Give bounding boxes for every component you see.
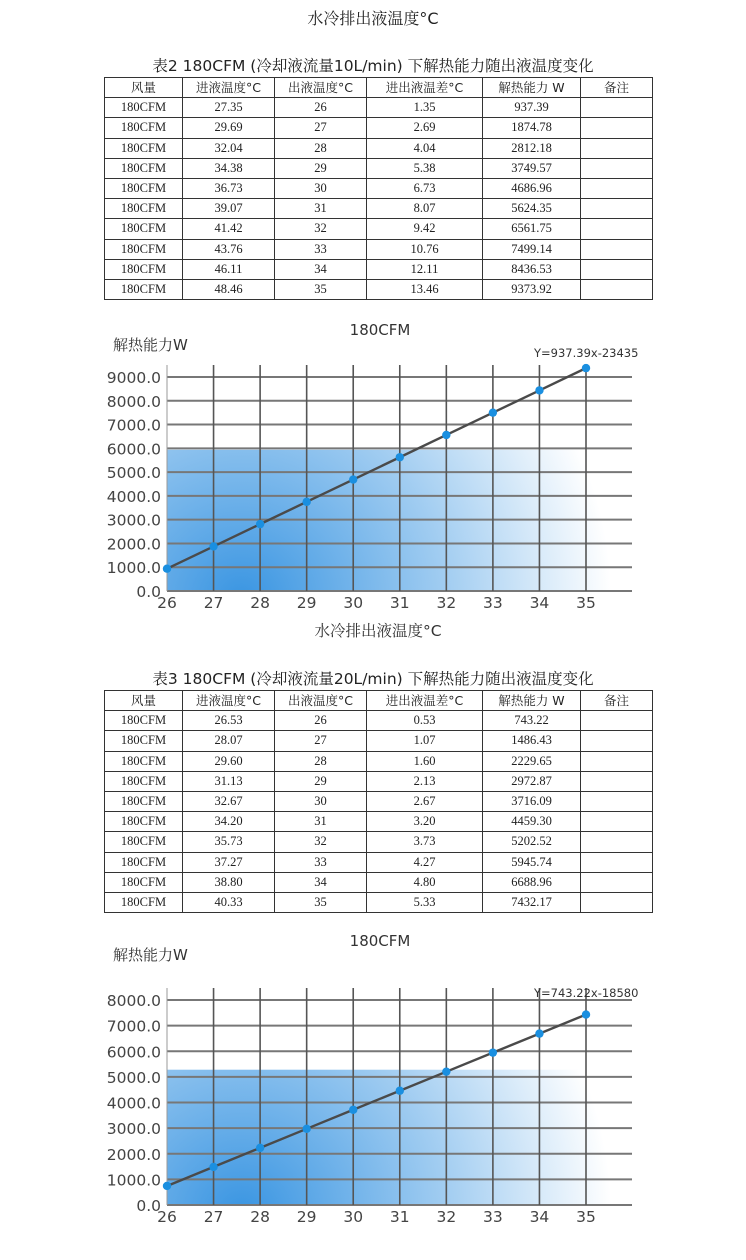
table-cell: 34 [275, 259, 367, 279]
chart-title: 180CFM [349, 932, 411, 950]
x-tick-label: 32 [436, 1208, 457, 1226]
x-tick-label: 27 [203, 1208, 224, 1226]
table-row [105, 711, 653, 731]
table-header-cell: 进液温度°C [183, 691, 275, 711]
table3 [104, 690, 653, 913]
table-cell: 35 [275, 892, 367, 912]
y-tick-label: 3000.0 [106, 511, 161, 530]
table-cell: 35 [275, 279, 367, 299]
table-cell [581, 138, 653, 158]
data-point [302, 498, 310, 506]
table-cell: 39.07 [183, 199, 275, 219]
table-cell [581, 239, 653, 259]
y-tick-label: 7000.0 [106, 1017, 161, 1036]
table-cell: 180CFM [105, 711, 183, 731]
data-point [256, 520, 264, 528]
table-cell [581, 711, 653, 731]
table-cell: 180CFM [105, 751, 183, 771]
table-header-cell: 备注 [581, 78, 653, 98]
table-cell: 1.07 [367, 731, 483, 751]
y-tick-label: 5000.0 [106, 464, 161, 483]
table-cell: 7432.17 [483, 892, 581, 912]
y-tick-label: 4000.0 [106, 487, 161, 506]
table-row [105, 852, 653, 872]
x-tick-label: 31 [389, 1208, 410, 1226]
y-axis-label: 解热能力W [113, 946, 188, 964]
table-cell [581, 118, 653, 138]
data-point [396, 453, 404, 461]
x-tick-label: 30 [343, 594, 364, 612]
table-cell: 2.67 [367, 791, 483, 811]
table-cell: 34.20 [183, 812, 275, 832]
table2 [104, 77, 653, 300]
table-cell: 8436.53 [483, 259, 581, 279]
data-point [535, 386, 543, 394]
table-cell: 180CFM [105, 239, 183, 259]
table-cell [581, 892, 653, 912]
table-cell [581, 852, 653, 872]
table-cell: 180CFM [105, 98, 183, 118]
table-cell: 32.04 [183, 138, 275, 158]
table-cell: 46.11 [183, 259, 275, 279]
data-point [209, 542, 217, 550]
table-cell: 5.38 [367, 158, 483, 178]
table-cell: 2972.87 [483, 771, 581, 791]
table-row [105, 812, 653, 832]
data-point [349, 1106, 357, 1114]
table-cell: 32.67 [183, 791, 275, 811]
table-cell: 743.22 [483, 711, 581, 731]
table-cell [581, 751, 653, 771]
table-cell: 180CFM [105, 892, 183, 912]
x-tick-label: 31 [389, 594, 410, 612]
table-cell: 26 [275, 98, 367, 118]
table-cell: 180CFM [105, 199, 183, 219]
table-cell: 29 [275, 771, 367, 791]
x-tick-label: 34 [529, 1208, 550, 1226]
trendline-equation: Y=743.22x-18580 [534, 986, 639, 1000]
table-cell: 4686.96 [483, 178, 581, 198]
chart2 [0, 930, 746, 1260]
table-cell: 9.42 [367, 219, 483, 239]
table-header-cell: 进液温度°C [183, 78, 275, 98]
table-cell: 28 [275, 751, 367, 771]
x-tick-label: 29 [296, 1208, 317, 1226]
table-cell: 1.60 [367, 751, 483, 771]
table-row [105, 199, 653, 219]
table-cell: 6688.96 [483, 872, 581, 892]
table-cell: 29.60 [183, 751, 275, 771]
table-cell: 180CFM [105, 138, 183, 158]
table2-caption: 表2 180CFM (冷却液流量10L/min) 下解热能力随出液温度变化 [152, 57, 594, 75]
table-cell [581, 178, 653, 198]
table-cell: 30 [275, 791, 367, 811]
table-cell: 8.07 [367, 199, 483, 219]
table-cell: 1874.78 [483, 118, 581, 138]
table-cell: 9373.92 [483, 279, 581, 299]
table-cell [581, 812, 653, 832]
x-tick-label: 33 [483, 594, 503, 612]
y-tick-label: 6000.0 [106, 440, 161, 459]
table-cell: 180CFM [105, 791, 183, 811]
table-cell: 5945.74 [483, 852, 581, 872]
table-cell: 6561.75 [483, 219, 581, 239]
table-cell: 32 [275, 219, 367, 239]
data-point [256, 1144, 264, 1152]
table-cell: 2812.18 [483, 138, 581, 158]
table-cell [581, 791, 653, 811]
table-row [105, 279, 653, 299]
table-cell: 180CFM [105, 771, 183, 791]
table3-caption: 表3 180CFM (冷却液流量20L/min) 下解热能力随出液温度变化 [152, 670, 594, 688]
table-cell: 35.73 [183, 832, 275, 852]
data-point [489, 408, 497, 416]
table-cell: 30 [275, 178, 367, 198]
table-cell: 34 [275, 872, 367, 892]
y-tick-label: 3000.0 [106, 1120, 161, 1139]
table-header-cell: 进出液温差°C [367, 78, 483, 98]
table-cell [581, 832, 653, 852]
table-header-cell: 解热能力 W [483, 691, 581, 711]
table-cell: 41.42 [183, 219, 275, 239]
table-cell [581, 158, 653, 178]
data-point [396, 1087, 404, 1095]
table-cell: 33 [275, 852, 367, 872]
y-axis-label: 解热能力W [113, 336, 188, 354]
table-cell: 0.53 [367, 711, 483, 731]
table-cell: 26 [275, 711, 367, 731]
y-tick-label: 8000.0 [106, 392, 161, 411]
x-tick-label: 27 [203, 594, 224, 612]
table-cell: 4.27 [367, 852, 483, 872]
data-point [442, 1067, 450, 1075]
table-cell: 4.04 [367, 138, 483, 158]
table-cell: 38.80 [183, 872, 275, 892]
table-cell: 40.33 [183, 892, 275, 912]
table-row [105, 259, 653, 279]
table-cell: 10.76 [367, 239, 483, 259]
y-tick-label: 0.0 [136, 583, 161, 601]
table-row [105, 158, 653, 178]
data-point [535, 1029, 543, 1037]
table-cell: 1486.43 [483, 731, 581, 751]
table-cell: 3716.09 [483, 791, 581, 811]
table-cell: 31.13 [183, 771, 275, 791]
table-cell: 180CFM [105, 872, 183, 892]
table-row [105, 219, 653, 239]
data-point [582, 1010, 590, 1018]
table-cell [581, 98, 653, 118]
table-cell: 37.27 [183, 852, 275, 872]
x-tick-label: 28 [250, 1208, 270, 1226]
x-tick-label: 28 [250, 594, 270, 612]
y-tick-label: 2000.0 [106, 1145, 161, 1164]
y-tick-label: 4000.0 [106, 1094, 161, 1113]
table-cell: 4459.30 [483, 812, 581, 832]
table-cell: 34.38 [183, 158, 275, 178]
x-tick-label: 26 [157, 594, 177, 612]
data-point [163, 1182, 171, 1190]
table-cell [581, 731, 653, 751]
table-cell: 180CFM [105, 158, 183, 178]
y-tick-label: 1000.0 [106, 1171, 161, 1190]
y-tick-label: 9000.0 [106, 369, 161, 387]
table-header-cell: 出液温度°C [275, 691, 367, 711]
y-tick-label: 8000.0 [106, 992, 161, 1010]
table-header-cell: 解热能力 W [483, 78, 581, 98]
table-header-row [105, 78, 653, 98]
y-tick-label: 0.0 [136, 1197, 161, 1215]
table-cell: 13.46 [367, 279, 483, 299]
table-row [105, 731, 653, 751]
table-header-cell: 备注 [581, 691, 653, 711]
table-header-cell: 风量 [105, 691, 183, 711]
table-cell: 180CFM [105, 219, 183, 239]
table-row [105, 872, 653, 892]
y-tick-label: 7000.0 [106, 416, 161, 435]
table-cell: 28.07 [183, 731, 275, 751]
data-point [302, 1125, 310, 1133]
table-cell: 29 [275, 158, 367, 178]
table-header-cell: 风量 [105, 78, 183, 98]
table-cell [581, 872, 653, 892]
table-header-row [105, 691, 653, 711]
table-cell: 27 [275, 731, 367, 751]
table-row [105, 178, 653, 198]
data-point [442, 431, 450, 439]
data-point [489, 1048, 497, 1056]
x-tick-label: 30 [343, 1208, 364, 1226]
x-tick-label: 35 [576, 1208, 596, 1226]
table-cell: 2.13 [367, 771, 483, 791]
y-tick-label: 1000.0 [106, 559, 161, 578]
table-cell: 33 [275, 239, 367, 259]
table-cell: 28 [275, 138, 367, 158]
x-tick-label: 33 [483, 1208, 503, 1226]
table-cell: 180CFM [105, 731, 183, 751]
table-cell: 3.20 [367, 812, 483, 832]
x-tick-label: 34 [529, 594, 550, 612]
table-row [105, 832, 653, 852]
table-cell: 180CFM [105, 832, 183, 852]
x-tick-label: 26 [157, 1208, 177, 1226]
table-cell: 4.80 [367, 872, 483, 892]
table-row [105, 239, 653, 259]
table-row [105, 771, 653, 791]
table-row [105, 791, 653, 811]
table-cell: 6.73 [367, 178, 483, 198]
table-cell: 937.39 [483, 98, 581, 118]
table-cell: 43.76 [183, 239, 275, 259]
trendline-equation: Y=937.39x-23435 [534, 346, 639, 360]
table-row [105, 892, 653, 912]
table-cell: 31 [275, 199, 367, 219]
table-cell: 12.11 [367, 259, 483, 279]
table-cell [581, 259, 653, 279]
table-cell: 2229.65 [483, 751, 581, 771]
table-cell: 180CFM [105, 118, 183, 138]
table-cell: 180CFM [105, 812, 183, 832]
page-top-label: 水冷排出液温度°C [307, 9, 439, 28]
table-cell: 31 [275, 812, 367, 832]
x-tick-label: 32 [436, 594, 457, 612]
table-cell: 26.53 [183, 711, 275, 731]
table-cell: 5.33 [367, 892, 483, 912]
data-point [349, 475, 357, 483]
table-cell: 7499.14 [483, 239, 581, 259]
table-cell: 3.73 [367, 832, 483, 852]
table-row [105, 751, 653, 771]
table-cell: 5202.52 [483, 832, 581, 852]
table-cell: 180CFM [105, 178, 183, 198]
table-cell: 2.69 [367, 118, 483, 138]
chart-title: 180CFM [349, 321, 411, 339]
table-cell: 180CFM [105, 852, 183, 872]
table-cell [581, 219, 653, 239]
table-cell [581, 199, 653, 219]
table-cell [581, 771, 653, 791]
table-cell [581, 279, 653, 299]
table-cell: 180CFM [105, 279, 183, 299]
table-cell: 36.73 [183, 178, 275, 198]
table-cell: 29.69 [183, 118, 275, 138]
x-tick-label: 35 [576, 594, 596, 612]
data-point [209, 1163, 217, 1171]
chart1 [0, 318, 746, 648]
table-row [105, 98, 653, 118]
table-cell: 32 [275, 832, 367, 852]
table-cell: 48.46 [183, 279, 275, 299]
data-point [163, 565, 171, 573]
table-cell: 5624.35 [483, 199, 581, 219]
table-row [105, 118, 653, 138]
table-header-cell: 进出液温差°C [367, 691, 483, 711]
y-tick-label: 2000.0 [106, 535, 161, 554]
y-tick-label: 6000.0 [106, 1043, 161, 1062]
table-cell: 1.35 [367, 98, 483, 118]
y-tick-label: 5000.0 [106, 1068, 161, 1087]
table-cell: 180CFM [105, 259, 183, 279]
table-cell: 27.35 [183, 98, 275, 118]
x-tick-label: 29 [296, 594, 317, 612]
x-axis-label: 水冷排出液温度°C [314, 622, 442, 640]
table-row [105, 138, 653, 158]
table-header-cell: 出液温度°C [275, 78, 367, 98]
table-cell: 3749.57 [483, 158, 581, 178]
table-cell: 27 [275, 118, 367, 138]
data-point [582, 364, 590, 372]
